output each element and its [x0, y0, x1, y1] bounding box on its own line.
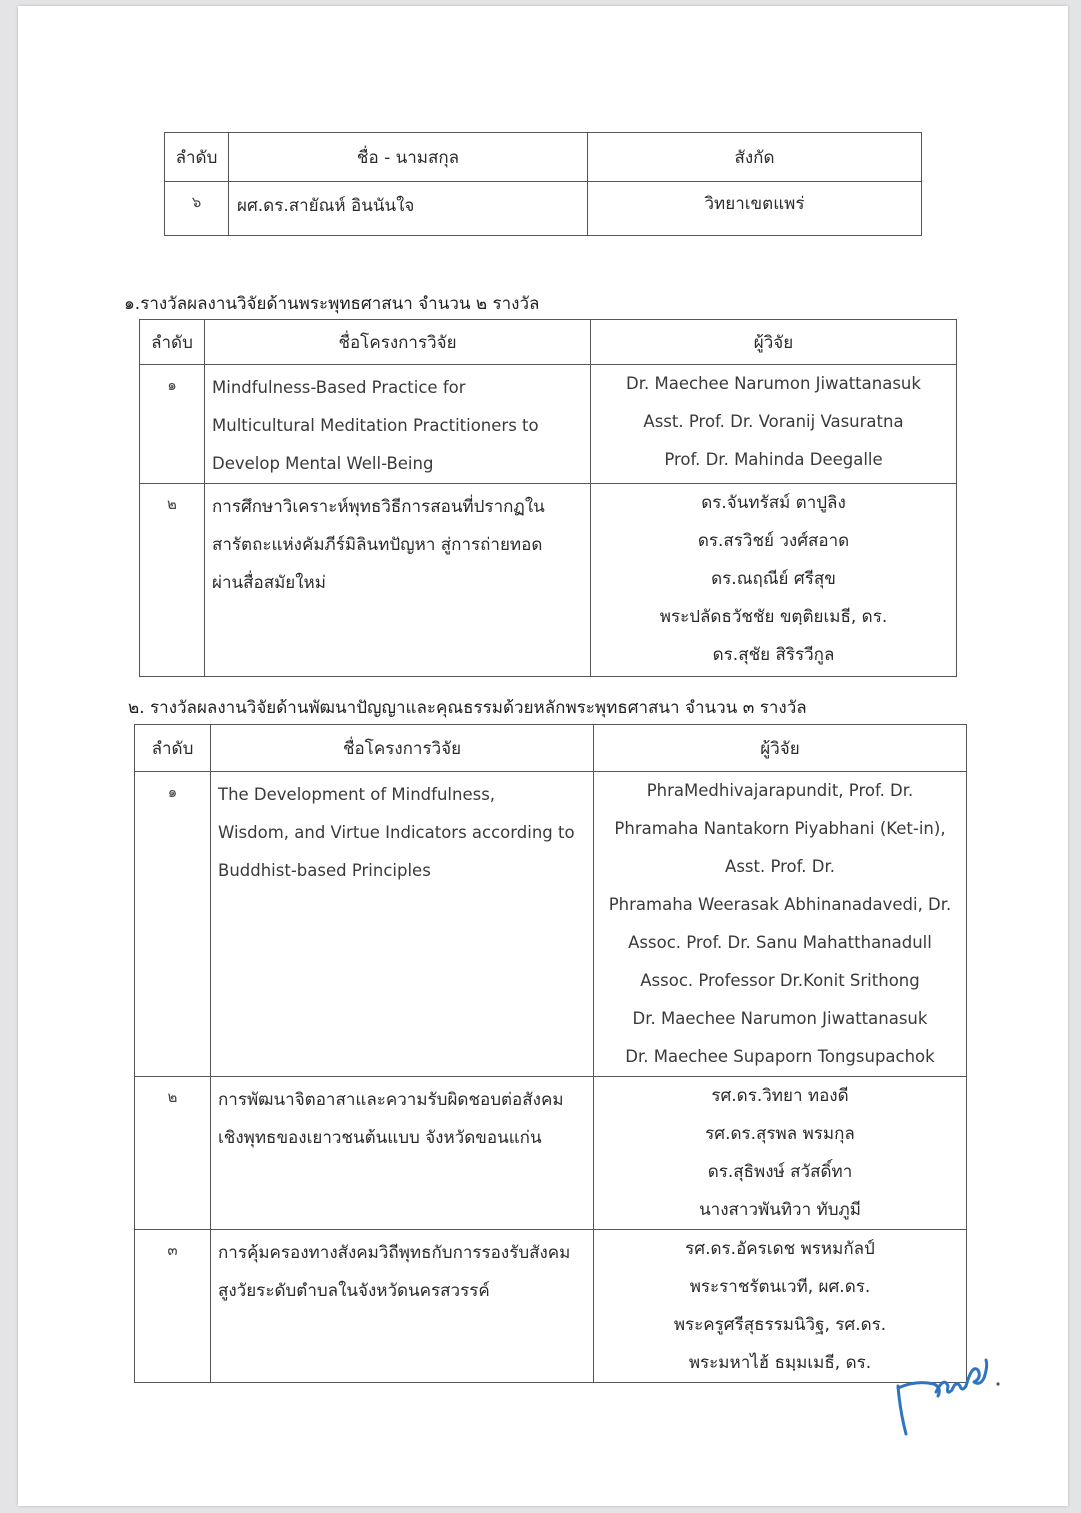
row-number: ๒: [135, 1077, 211, 1230]
row-number: ๓: [135, 1230, 211, 1383]
project-title: [205, 484, 591, 677]
person-name: ผศ.ดร.สายัณห์ อินนันใจ: [229, 182, 588, 236]
table-row: [140, 365, 957, 484]
header-name: ชื่อ - นามสกุล: [229, 133, 588, 182]
title-line: การศึกษาวิเคราะห์พุทธวิธีการสอนที่ปรากฏใน: [212, 497, 545, 517]
researcher: Asst. Prof. Dr. Voranij Vasuratna: [643, 412, 904, 431]
header-project: ชื่อโครงการวิจัย: [205, 320, 591, 365]
table-row: [135, 772, 967, 1077]
researcher: พระราชรัตนเวที, ผศ.ดร.: [689, 1277, 871, 1297]
signature-stroke: [898, 1360, 987, 1434]
row-number: ๒: [140, 484, 205, 677]
researcher: พระมหาไฮ้ ธมฺมเมธี, ดร.: [688, 1353, 872, 1373]
title-line: สูงวัยระดับตำบลในจังหวัดนครสวรรค์: [218, 1281, 490, 1301]
table-row: [140, 484, 957, 677]
project-title: [205, 365, 591, 484]
researcher: ดร.สุชัย สิริรวีกูล: [712, 645, 835, 665]
table-row: [135, 1230, 967, 1383]
title-line: Wisdom, and Virtue Indicators according to: [218, 823, 575, 842]
researcher: ดร.สรวิชย์ วงศ์สอาด: [697, 531, 850, 551]
title-line: การพัฒนาจิตอาสาและความรับผิดชอบต่อสังคม: [218, 1090, 564, 1110]
project-title: [211, 1077, 594, 1230]
researcher: Dr. Maechee Narumon Jiwattanasuk: [626, 374, 921, 393]
document-page: [18, 6, 1068, 1506]
researcher: Dr. Maechee Supaporn Tongsupachok: [625, 1047, 935, 1066]
researcher: Phramaha Weerasak Abhinanadavedi, Dr.: [608, 895, 952, 914]
researcher: นางสาวพันทิวา ทับภูมี: [699, 1200, 861, 1220]
researcher: Prof. Dr. Mahinda Deegalle: [664, 450, 883, 469]
researcher: รศ.ดร.วิทยา ทองดี: [711, 1086, 849, 1106]
researchers: [591, 484, 957, 677]
title-line: การคุ้มครองทางสังคมวิถีพุทธกับการรองรับสังคม: [218, 1243, 571, 1263]
row-number: ๑: [140, 365, 205, 484]
table-header-row: [165, 133, 922, 182]
researcher: ดร.ณฤณีย์ ศรีสุข: [711, 569, 836, 589]
title-line: Multicultural Meditation Practitioners to: [212, 416, 539, 435]
researcher: รศ.ดร.สุรพล พรมกุล: [705, 1124, 855, 1144]
header-project: ชื่อโครงการวิจัย: [211, 725, 594, 772]
section-2-table: [134, 724, 967, 1383]
table-row: [135, 1077, 967, 1230]
researchers: [591, 365, 957, 484]
researcher: ดร.สุธิพงษ์ สวัสดิ์ทา: [707, 1162, 853, 1182]
title-line: เชิงพุทธของเยาวชนต้นแบบ จังหวัดขอนแก่น: [218, 1128, 542, 1148]
project-title: [211, 772, 594, 1077]
row-number: ๑: [135, 772, 211, 1077]
title-line: Buddhist-based Principles: [218, 861, 431, 880]
section-2-heading: ๒. รางวัลผลงานวิจัยด้านพัฒนาปัญญาและคุณธรรมด้วยหลักพระพุทธศาสนา จำนวน ๓ รางวัล: [128, 698, 807, 718]
title-line: สารัตถะแห่งคัมภีร์มิลินทปัญหา สู่การถ่ายทอด: [212, 535, 543, 555]
researcher: Assoc. Prof. Dr. Sanu Mahatthanadull: [628, 933, 932, 952]
researcher: พระปลัดธวัชชัย ขตฺติยเมธี, ดร.: [659, 607, 888, 627]
header-affiliation: สังกัด: [588, 133, 922, 182]
affiliation: วิทยาเขตแพร่: [588, 182, 922, 236]
researcher: Assoc. Professor Dr.Konit Srithong: [640, 971, 920, 990]
researcher: รศ.ดร.อัครเดช พรหมกัลป์: [685, 1239, 875, 1259]
researcher: PhraMedhivajarapundit, Prof. Dr.: [646, 781, 914, 800]
table-row: [165, 182, 922, 236]
table-header-row: [135, 725, 967, 772]
title-line: Mindfulness-Based Practice for: [212, 378, 466, 397]
header-order: ลำดับ: [165, 133, 229, 182]
researcher: ดร.จันทรัสม์ ตาปูลิง: [701, 493, 846, 513]
signature-initials: [886, 1356, 1016, 1446]
researchers: [594, 772, 967, 1077]
project-title: [211, 1230, 594, 1383]
title-line: The Development of Mindfulness,: [218, 785, 496, 804]
researcher: พระครูศรีสุธรรมนิวิฐ, รศ.ดร.: [673, 1315, 887, 1335]
title-line: Develop Mental Well-Being: [212, 454, 434, 473]
researchers: [594, 1077, 967, 1230]
table-header-row: [140, 320, 957, 365]
header-researchers: ผู้วิจัย: [594, 725, 967, 772]
section-1-heading: ๑.รางวัลผลงานวิจัยด้านพระพุทธศาสนา จำนวน ๒ รางวัล: [124, 294, 540, 314]
header-researchers: ผู้วิจัย: [591, 320, 957, 365]
researcher: Asst. Prof. Dr.: [725, 857, 835, 876]
signature-dot: [996, 1382, 999, 1385]
header-order: ลำดับ: [140, 320, 205, 365]
committee-continuation-table: [164, 132, 922, 236]
header-order: ลำดับ: [135, 725, 211, 772]
title-line: ผ่านสื่อสมัยใหม่: [212, 573, 326, 593]
row-number: ๖: [165, 182, 229, 236]
section-1-table: [139, 319, 957, 677]
researcher: Dr. Maechee Narumon Jiwattanasuk: [632, 1009, 928, 1028]
researcher: Phramaha Nantakorn Piyabhani (Ket-in),: [614, 819, 946, 838]
